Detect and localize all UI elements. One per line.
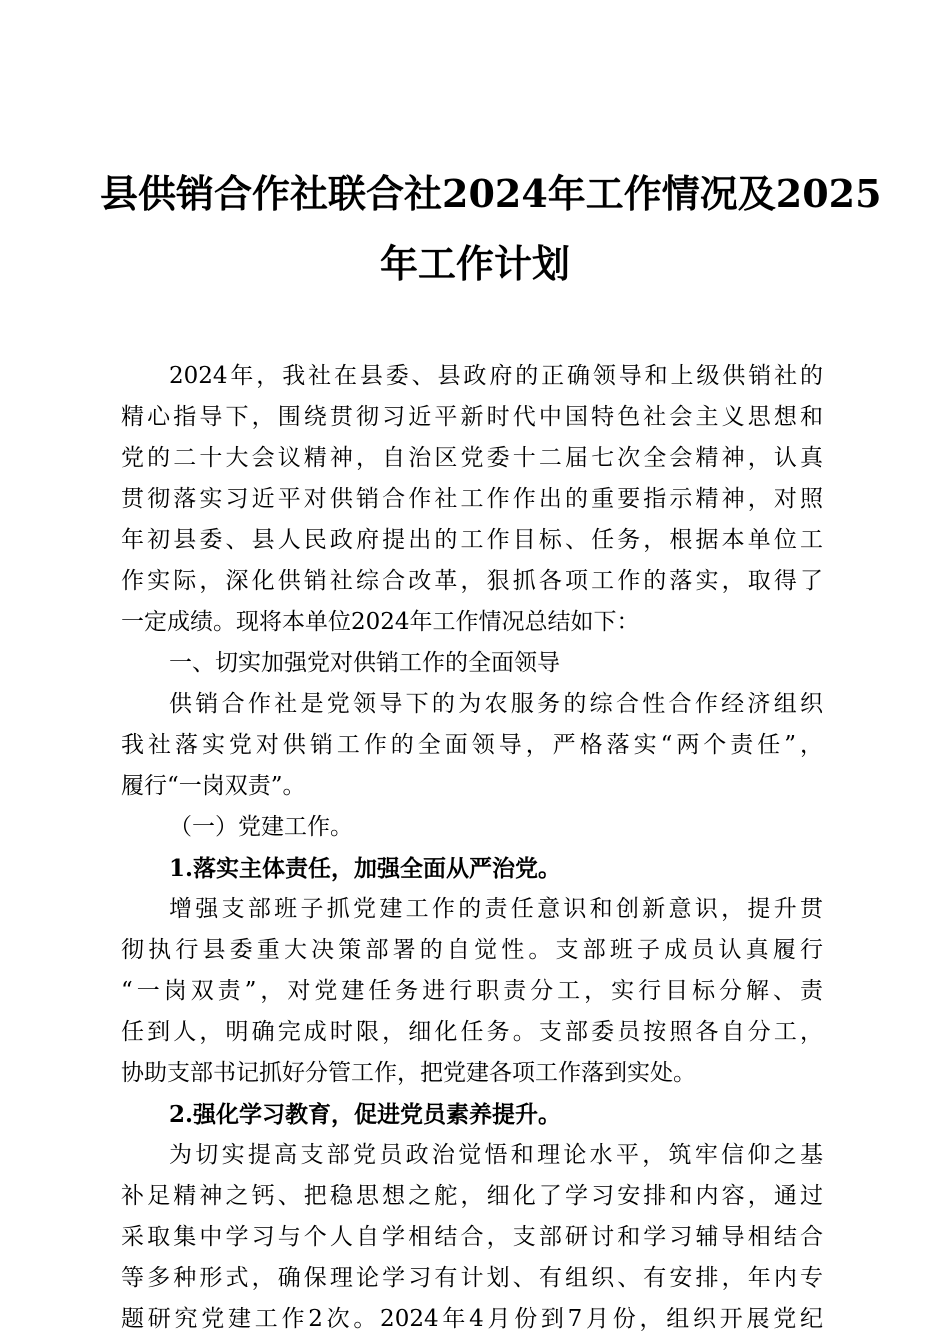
document-body: [121, 356, 823, 1340]
body-line: 年初县委、县人民政府提出的工作目标、任务，根据本单位工: [121, 527, 823, 553]
body-line: 贯彻落实习近平对供销合作社工作作出的重要指示精神，对照: [121, 486, 823, 512]
body-line: 协助支部书记抓好分管工作，把党建各项工作落到实处。: [121, 1060, 696, 1086]
body-line: 供销合作社是党领导下的为农服务的综合性合作经济组织: [169, 691, 823, 717]
body-line: 彻执行县委重大决策部署的自觉性。支部班子成员认真履行: [121, 937, 823, 963]
body-line: 一定成绩。现将本单位2024年工作情况总结如下：: [121, 609, 640, 635]
body-line: 题研究党建工作2次。2024年4月份到7月份，组织开展党纪: [121, 1306, 823, 1332]
body-line: “一岗双责”，对党建任务进行职责分工，实行目标分解、责: [121, 978, 823, 1004]
body-line: 作实际，深化供销社综合改革，狠抓各项工作的落实，取得了: [121, 568, 823, 594]
body-line: 党的二十大会议精神，自治区党委十二届七次全会精神，认真: [121, 445, 823, 471]
subsection-heading: （一）党建工作。: [169, 814, 353, 840]
document-title-line-2: 年工作计划: [379, 241, 570, 286]
body-line: 我社落实党对供销工作的全面领导，严格落实“两个责任”，: [121, 732, 823, 758]
body-line: 2024年，我社在县委、县政府的正确领导和上级供销社的: [169, 363, 823, 389]
item-heading: 1.落实主体责任，加强全面从严治党。: [169, 855, 562, 882]
body-line: 履行“一岗双责”。: [121, 773, 306, 799]
item-heading: 2.强化学习教育，促进党员素养提升。: [169, 1101, 562, 1128]
body-line: 任到人，明确完成时限，细化任务。支部委员按照各自分工，: [121, 1019, 823, 1045]
body-line: 采取集中学习与个人自学相结合，支部研讨和学习辅导相结合: [121, 1224, 823, 1250]
body-line: 为切实提高支部党员政治觉悟和理论水平，筑牢信仰之基: [169, 1142, 823, 1168]
body-line: 等多种形式，确保理论学习有计划、有组织、有安排，年内专: [121, 1265, 823, 1291]
body-line: 精心指导下，围绕贯彻习近平新时代中国特色社会主义思想和: [121, 404, 823, 430]
document-title-line-1: 县供销合作社联合社2024年工作情况及2025: [100, 171, 882, 216]
body-line: 补足精神之钙、把稳思想之舵，细化了学习安排和内容，通过: [121, 1183, 823, 1209]
body-line: 增强支部班子抓党建工作的责任意识和创新意识，提升贯: [169, 896, 823, 922]
section-heading: 一、切实加强党对供销工作的全面领导: [169, 650, 560, 676]
